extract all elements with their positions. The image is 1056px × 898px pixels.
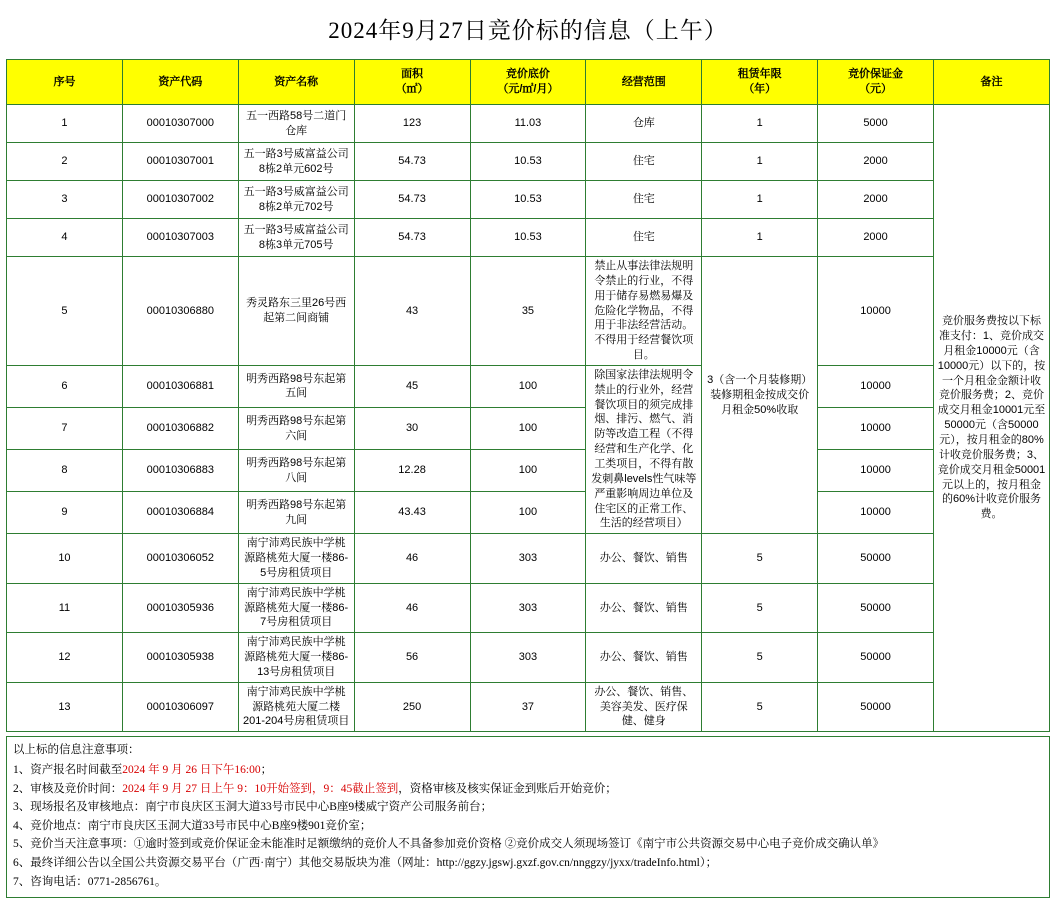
note-item-4: 4、竞价地点：南宁市良庆区玉洞大道33号市民中心B座9楼901竞价室； — [13, 819, 372, 832]
cell-base-price: 10.53 — [470, 181, 586, 219]
cell-deposit: 50000 — [818, 534, 934, 584]
cell-base-price: 100 — [470, 450, 586, 492]
cell-base-price: 100 — [470, 492, 586, 534]
cell-deposit: 10000 — [818, 450, 934, 492]
cell-asset-code: 00010305938 — [122, 633, 238, 683]
cell-base-price: 303 — [470, 583, 586, 633]
cell-business-scope: 办公、餐饮、销售 — [586, 534, 702, 584]
cell-base-price: 35 — [470, 257, 586, 366]
cell-lease-years: 1 — [702, 181, 818, 219]
column-header-lease-years — [702, 60, 818, 105]
table-row — [7, 105, 1050, 143]
cell-base-price: 100 — [470, 365, 586, 407]
table-row — [7, 219, 1050, 257]
table-header — [7, 60, 1050, 105]
cell-base-price: 11.03 — [470, 105, 586, 143]
cell-asset-name: 五一西路58号二道门仓库 — [238, 105, 354, 143]
cell-lease-years: 1 — [702, 105, 818, 143]
table-row — [7, 583, 1050, 633]
column-header-asset-name-line1: 资产名称 — [274, 75, 319, 88]
cell-index: 3 — [7, 181, 123, 219]
cell-index: 4 — [7, 219, 123, 257]
cell-index: 1 — [7, 105, 123, 143]
cell-base-price: 100 — [470, 407, 586, 449]
cell-area: 56 — [354, 633, 470, 683]
note-2-highlight: 2024 年 9 月 27 日上午 9：10开始签到，9：45截止签到 — [122, 782, 399, 795]
cell-base-price: 303 — [470, 534, 586, 584]
note-item-2 — [13, 780, 1043, 799]
cell-asset-name: 五一路3号威富益公司8栋3单元705号 — [238, 219, 354, 257]
table-row — [7, 257, 1050, 366]
cell-asset-code: 00010307003 — [122, 219, 238, 257]
cell-index: 6 — [7, 365, 123, 407]
cell-lease-years: 5 — [702, 534, 818, 584]
column-header-lease-years-line2: （年） — [743, 83, 777, 95]
cell-asset-code: 00010306052 — [122, 534, 238, 584]
note-item-5: 5、竞价当天注意事项：①逾时签到或竞价保证金未能准时足额缴纳的竞价人不具备参加竞价资格 ②竞价成交人须现场签订《南宁市公共资源交易中心电子竞价成交确认单》 — [13, 838, 885, 851]
cell-business-scope: 办公、餐饮、销售、美容美发、医疗保健、健身 — [586, 682, 702, 732]
cell-deposit: 50000 — [818, 682, 934, 732]
note-item-3: 3、现场报名及审核地点：南宁市良庆区玉洞大道33号市民中心B座9楼威宁资产公司服务前台； — [13, 801, 493, 814]
cell-asset-code: 00010307000 — [122, 105, 238, 143]
column-header-base-price — [470, 60, 586, 105]
cell-area: 54.73 — [354, 219, 470, 257]
cell-asset-code: 00010306881 — [122, 365, 238, 407]
cell-asset-code: 00010306884 — [122, 492, 238, 534]
cell-deposit: 2000 — [818, 143, 934, 181]
cell-index: 8 — [7, 450, 123, 492]
column-header-index-line1: 序号 — [53, 75, 76, 88]
column-header-business-scope — [586, 60, 702, 105]
cell-index: 10 — [7, 534, 123, 584]
cell-base-price: 10.53 — [470, 143, 586, 181]
table-row — [7, 365, 1050, 407]
cell-deposit: 2000 — [818, 181, 934, 219]
cell-business-scope: 禁止从事法律法规明令禁止的行业，不得用于储存易燃易爆及危险化学物品，不得用于非法经营活动。不得用于经营餐饮项目。 — [586, 257, 702, 366]
notes-heading: 以上标的信息注意事项： — [13, 744, 140, 757]
cell-asset-code: 00010306880 — [122, 257, 238, 366]
cell-asset-name: 南宁沛鸡民族中学桃源路桃苑大厦一楼86-13号房租赁项目 — [238, 633, 354, 683]
column-header-lease-years-line1: 租赁年限 — [737, 68, 782, 81]
cell-asset-code: 00010306882 — [122, 407, 238, 449]
cell-asset-name: 明秀西路98号东起第九间 — [238, 492, 354, 534]
note-item-6: 6、最终详细公告以全国公共资源交易平台（广西·南宁）其他交易版块为准（网址：http://ggzy.jgswj.gxzf.gov.cn/nnggzy/jyxx/tradeInfo.html）； — [13, 857, 718, 870]
column-header-deposit-line2: （元） — [859, 83, 893, 95]
column-header-remark-line1: 备注 — [980, 75, 1003, 88]
cell-area: 250 — [354, 682, 470, 732]
cell-lease-years: 1 — [702, 143, 818, 181]
note-2-prefix: 2、审核及竞价时间： — [13, 782, 123, 795]
column-header-asset-code — [122, 60, 238, 105]
cell-asset-name: 秀灵路东三里26号西起第二间商铺 — [238, 257, 354, 366]
column-header-deposit — [818, 60, 934, 105]
cell-asset-name: 南宁沛鸡民族中学桃源路桃苑大厦二楼201-204号房租赁项目 — [238, 682, 354, 732]
column-header-asset-name — [238, 60, 354, 105]
cell-asset-code: 00010307002 — [122, 181, 238, 219]
note-1-highlight: 2024 年 9 月 26 日下午16:00 — [122, 763, 261, 776]
cell-lease-years: 5 — [702, 682, 818, 732]
note-2-suffix: ，资格审核及核实保证金到账后开始竞价； — [398, 782, 617, 795]
table-row — [7, 534, 1050, 584]
cell-lease-years: 5 — [702, 583, 818, 633]
table-row — [7, 407, 1050, 449]
page-title: 2024年9月27日竞价标的信息（上午） — [328, 18, 728, 43]
column-header-base-price-line1: 竞价底价 — [505, 68, 550, 81]
cell-index: 13 — [7, 682, 123, 732]
note-1-suffix: ； — [260, 763, 273, 776]
note-item-7: 7、咨询电话：0771-2856761。 — [13, 875, 167, 888]
note-item-1 — [13, 761, 1043, 780]
cell-asset-code: 00010306097 — [122, 682, 238, 732]
cell-deposit: 2000 — [818, 219, 934, 257]
table-row — [7, 143, 1050, 181]
cell-business-scope: 办公、餐饮、销售 — [586, 583, 702, 633]
cell-business-scope: 办公、餐饮、销售 — [586, 633, 702, 683]
cell-business-scope: 住宅 — [586, 143, 702, 181]
cell-asset-code: 00010307001 — [122, 143, 238, 181]
cell-deposit: 10000 — [818, 407, 934, 449]
cell-asset-name: 五一路3号威富益公司8栋2单元602号 — [238, 143, 354, 181]
cell-area: 54.73 — [354, 143, 470, 181]
table-row — [7, 682, 1050, 732]
cell-asset-code: 00010305936 — [122, 583, 238, 633]
cell-deposit: 50000 — [818, 633, 934, 683]
cell-area: 54.73 — [354, 181, 470, 219]
cell-index: 7 — [7, 407, 123, 449]
cell-area: 46 — [354, 534, 470, 584]
cell-base-price: 10.53 — [470, 219, 586, 257]
cell-index: 11 — [7, 583, 123, 633]
cell-area: 43.43 — [354, 492, 470, 534]
cell-index: 2 — [7, 143, 123, 181]
cell-business-scope: 住宅 — [586, 219, 702, 257]
cell-index: 9 — [7, 492, 123, 534]
cell-area: 123 — [354, 105, 470, 143]
cell-base-price: 37 — [470, 682, 586, 732]
cell-business-scope-group: 除国家法律法规明令禁止的行业外，经营餐饮项目的须完成排烟、排污、燃气、消防等改造工程（不得经营和生产化学、化工类项目，不得有散发刺鼻levels性气味等严重影响周边单位及住宅区的正常工作、生活的经营项目） — [586, 365, 702, 533]
bidding-info-table — [6, 59, 1050, 732]
column-header-business-scope-line1: 经营范围 — [621, 75, 666, 88]
note-1-prefix: 1、资产报名时间截至 — [13, 763, 123, 776]
cell-business-scope: 住宅 — [586, 181, 702, 219]
cell-deposit: 50000 — [818, 583, 934, 633]
cell-asset-code: 00010306883 — [122, 450, 238, 492]
cell-index: 5 — [7, 257, 123, 366]
cell-lease-years-group: 3（含一个月装修期）装修期租金按成交价月租金50%收取 — [702, 257, 818, 534]
cell-asset-name: 明秀西路98号东起第五间 — [238, 365, 354, 407]
table-row — [7, 450, 1050, 492]
cell-area: 46 — [354, 583, 470, 633]
table-row — [7, 181, 1050, 219]
cell-asset-name: 明秀西路98号东起第八间 — [238, 450, 354, 492]
cell-lease-years: 1 — [702, 219, 818, 257]
column-header-area-line1: 面积 — [401, 68, 424, 81]
table-header-row — [7, 60, 1050, 105]
cell-area: 43 — [354, 257, 470, 366]
cell-area: 45 — [354, 365, 470, 407]
cell-area: 12.28 — [354, 450, 470, 492]
table-body — [7, 105, 1050, 732]
column-header-area — [354, 60, 470, 105]
column-header-remark — [934, 60, 1050, 105]
cell-lease-years: 5 — [702, 633, 818, 683]
cell-base-price: 303 — [470, 633, 586, 683]
cell-index: 12 — [7, 633, 123, 683]
notes-block — [6, 736, 1050, 898]
cell-asset-name: 明秀西路98号东起第六间 — [238, 407, 354, 449]
table-row — [7, 633, 1050, 683]
cell-business-scope: 仓库 — [586, 105, 702, 143]
cell-area: 30 — [354, 407, 470, 449]
column-header-deposit-line1: 竞价保证金 — [848, 68, 904, 81]
column-header-asset-code-line1: 资产代码 — [158, 75, 203, 88]
cell-asset-name: 五一路3号威富益公司8栋2单元702号 — [238, 181, 354, 219]
cell-deposit: 5000 — [818, 105, 934, 143]
column-header-area-line2: （㎡） — [395, 83, 429, 95]
cell-deposit: 10000 — [818, 257, 934, 366]
cell-deposit: 10000 — [818, 492, 934, 534]
cell-asset-name: 南宁沛鸡民族中学桃源路桃苑大厦一楼86-7号房租赁项目 — [238, 583, 354, 633]
column-header-base-price-line2: （元/㎡/月） — [497, 83, 559, 95]
cell-asset-name: 南宁沛鸡民族中学桃源路桃苑大厦一楼86-5号房租赁项目 — [238, 534, 354, 584]
cell-remark: 竞价服务费按以下标准支付：1、竞价成交月租金10000元（含10000元）以下的，按一个月租金金额计收竞价服务费；2、竞价成交月租金10001元至50000元（含50000元），按月租金的80%计收竞价服务费；3、竞价成交月租金50001元以上的，按月租金的60%计收竞价服务费。 — [934, 105, 1050, 732]
cell-deposit: 10000 — [818, 365, 934, 407]
table-row — [7, 492, 1050, 534]
column-header-index — [7, 60, 123, 105]
